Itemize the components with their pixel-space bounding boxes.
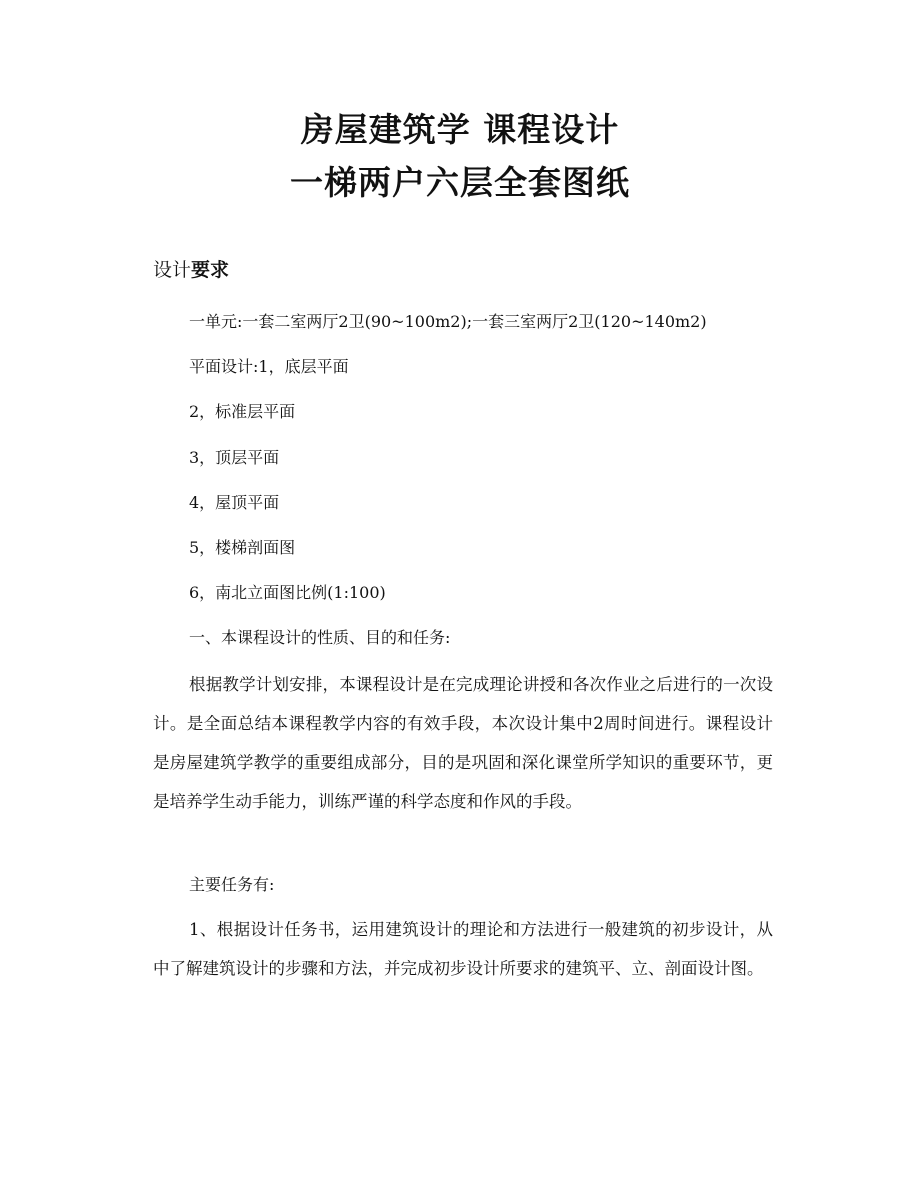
requirement-roof-plan: 4，屋顶平面 bbox=[189, 493, 280, 512]
document-title-line-1: 房屋建筑学 课程设计 bbox=[300, 110, 620, 149]
requirement-plan-design: 平面设计:1，底层平面 bbox=[189, 357, 349, 376]
paragraph-task-1: 1、根据设计任务书，运用建筑设计的理论和方法进行一般建筑的初步设计，从中了解建筑设计的步骤和方法，并完成初步设计所要求的建筑平、立、剖面设计图。 bbox=[153, 920, 773, 978]
paragraph-nature-purpose: 根据教学计划安排，本课程设计是在完成理论讲授和各次作业之后进行的一次设计。是全面总结本课程教学内容的有效手段，本次设计集中2周时间进行。课程设计是房屋建筑学教学的重要组成部分，目的是巩固和深化课堂所学知识的重要环节，更是培养学生动手能力，训练严谨的科学态度和作风的手段。 bbox=[153, 675, 773, 811]
section-heading-part-1: 设计 bbox=[153, 259, 192, 281]
requirement-top-floor: 3，顶层平面 bbox=[189, 448, 280, 467]
requirement-elevations: 6，南北立面图比例(1:100) bbox=[189, 583, 386, 602]
main-tasks-label: 主要任务有: bbox=[189, 875, 275, 894]
document-title-line-2: 一梯两户六层全套图纸 bbox=[290, 163, 630, 202]
section-nature-purpose-tasks: 一、本课程设计的性质、目的和任务: bbox=[189, 628, 451, 647]
requirement-stair-section: 5，楼梯剖面图 bbox=[189, 538, 296, 557]
requirement-standard-floor: 2，标准层平面 bbox=[189, 402, 296, 421]
section-heading-part-2: 要求 bbox=[191, 259, 230, 281]
section-heading-design-requirements bbox=[153, 257, 229, 283]
requirement-unit-layout: 一单元:一套二室两厅2卫(90~100m2);一套三室两厅2卫(120~140m2) bbox=[189, 312, 707, 331]
